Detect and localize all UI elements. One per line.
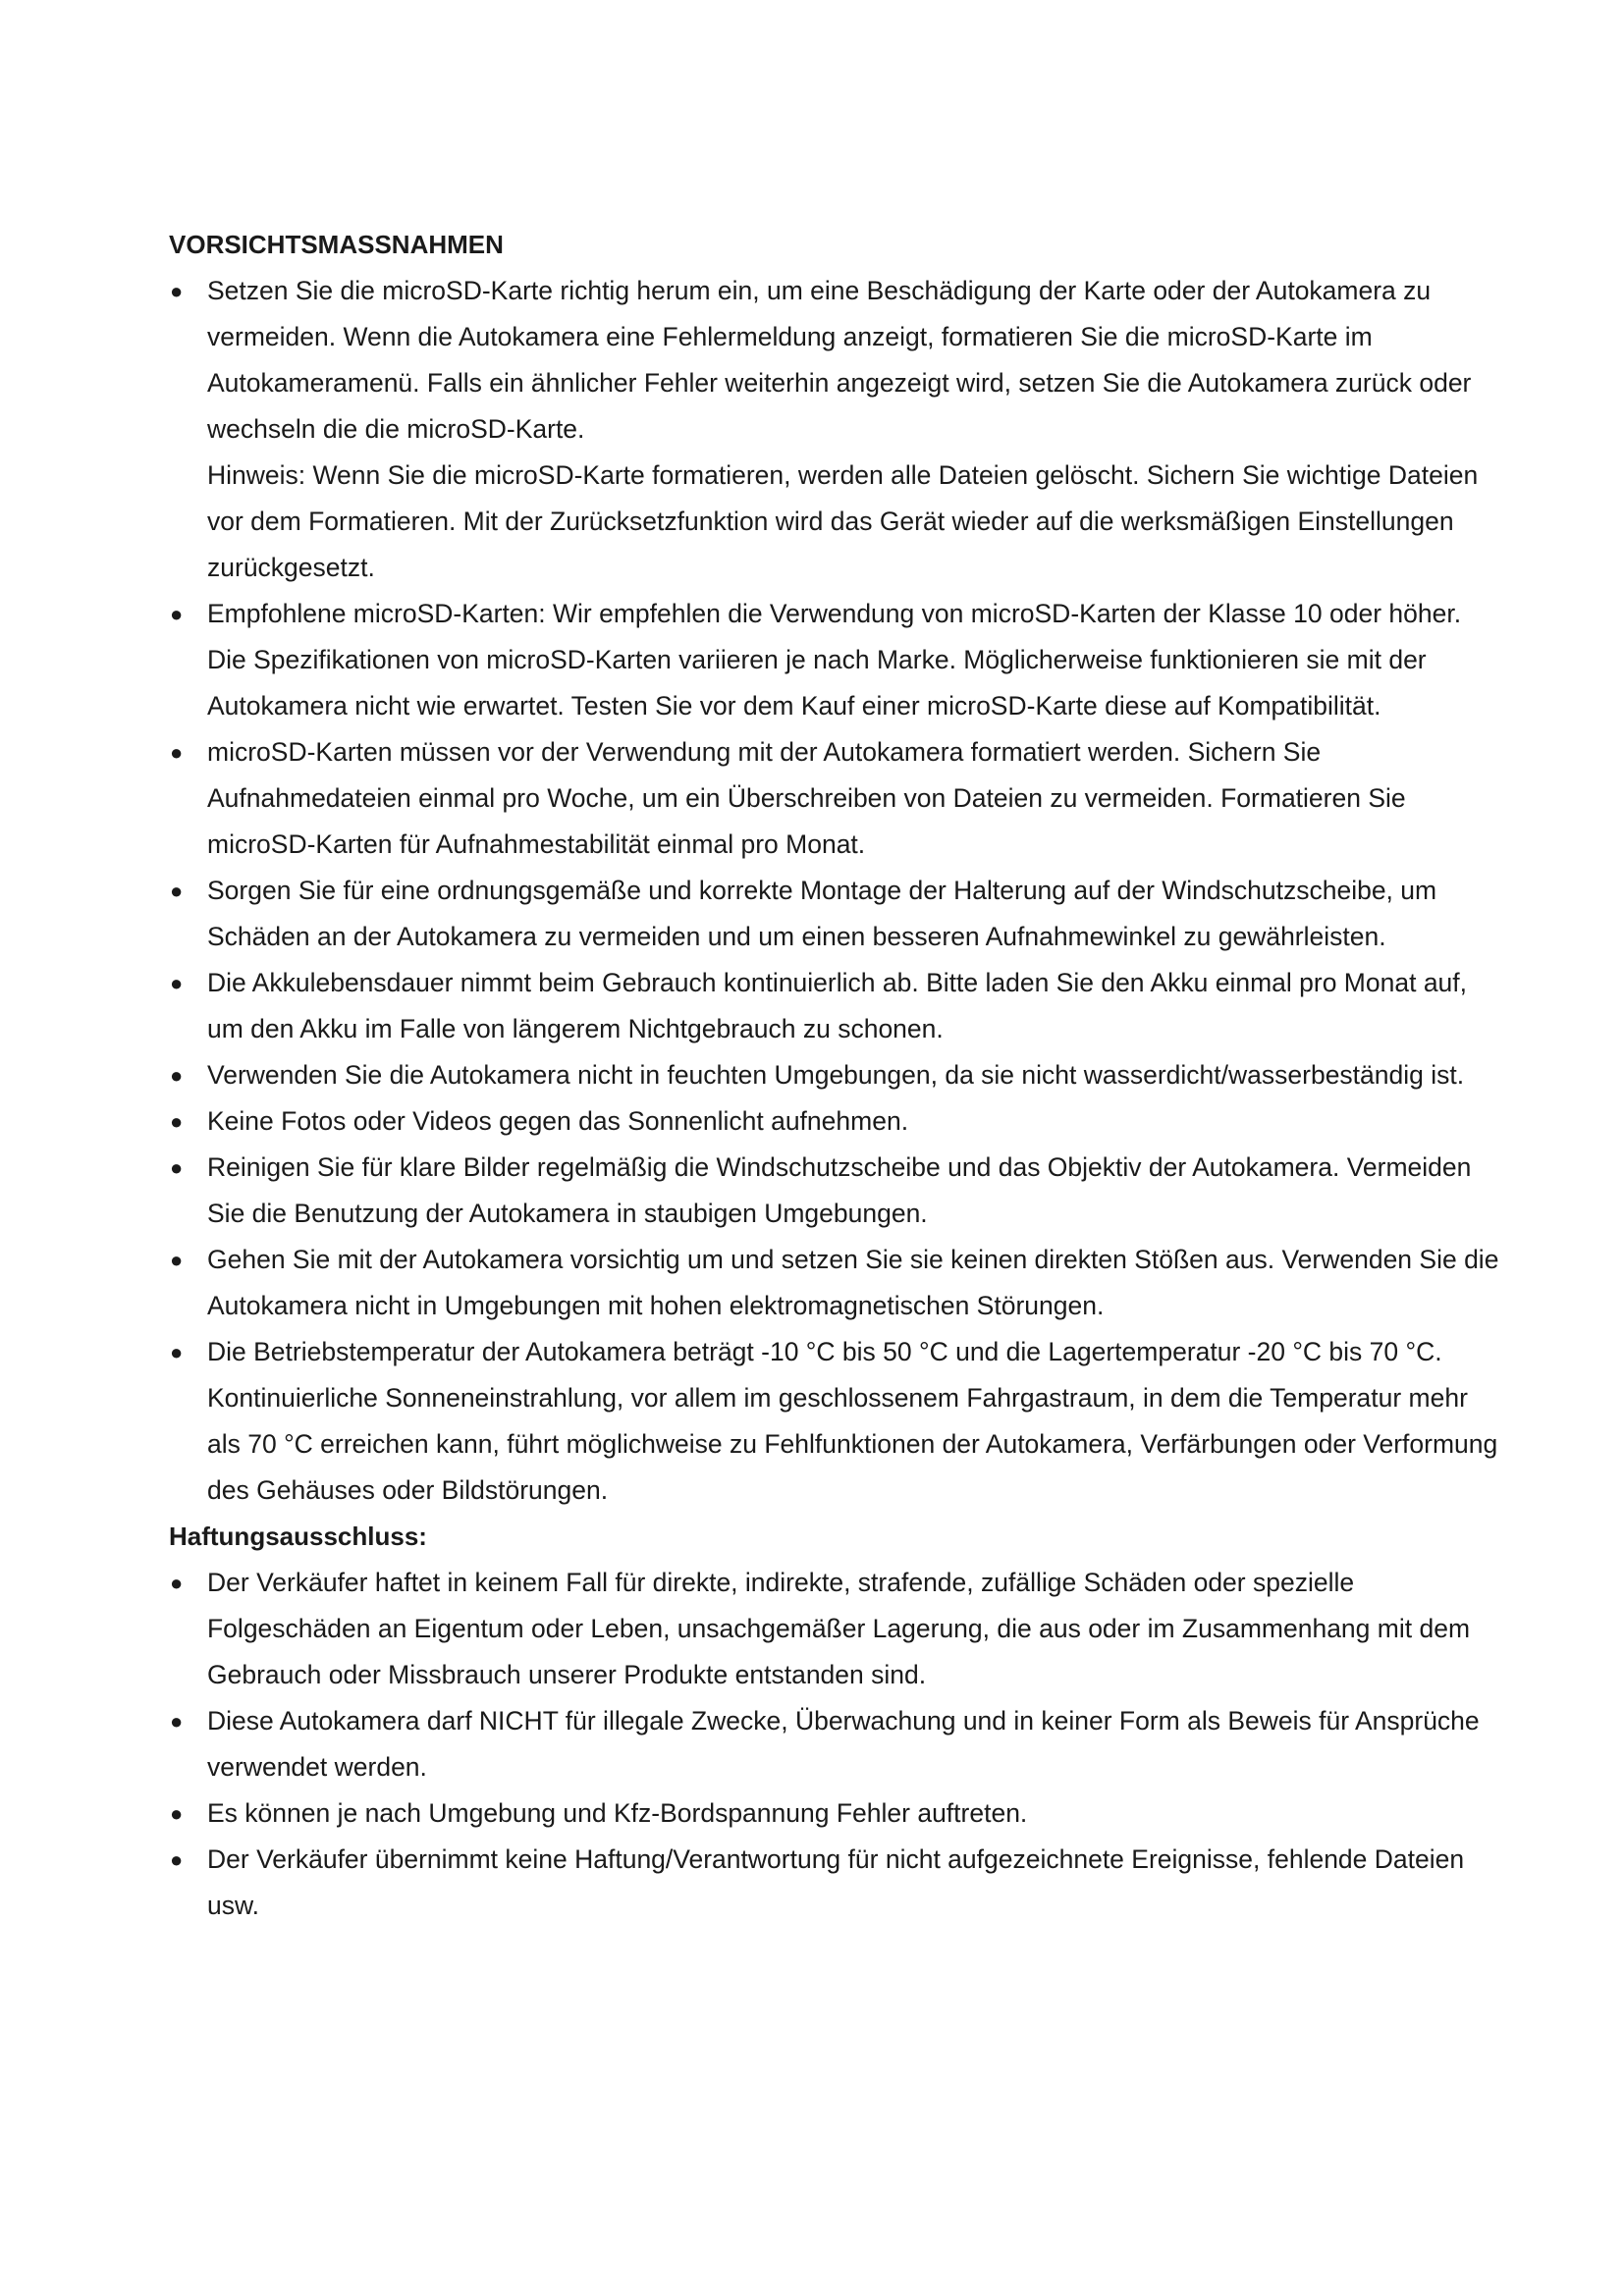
- bullet-icon: ●: [170, 1109, 184, 1134]
- list-item-text: Die Akkulebensdauer nimmt beim Gebrauch kontinuierlich ab. Bitte laden Sie den Akku einmal pro Monat auf, um den Akku im Falle von längerem Nichtgebrauch zu schonen.: [207, 968, 1468, 1043]
- list-item-text: Sorgen Sie für eine ordnungsgemäße und korrekte Montage der Halterung auf der Windschutzscheibe, um Schäden an der Autokamera zu vermeiden und um einen besseren Aufnahmewinkel zu gewährleisten.: [207, 876, 1437, 951]
- list-item: [169, 1098, 1504, 1145]
- list-item-note: Hinweis: Wenn Sie die microSD-Karte formatieren, werden alle Dateien gelöscht. Sichern Sie wichtige Dateien vor dem Formatieren. Mit der Zurücksetzfunktion wird das Gerät wieder auf die werksmäßigen Einstellungen zurückgesetzt.: [207, 460, 1479, 582]
- list-item: [169, 1560, 1504, 1698]
- list-item-text: Diese Autokamera darf NICHT für illegale Zwecke, Überwachung und in keiner Form als Beweis für Ansprüche verwendet werden.: [207, 1706, 1480, 1782]
- bullet-icon: ●: [170, 1709, 184, 1734]
- bullet-icon: ●: [170, 1063, 184, 1088]
- list-item: [169, 868, 1504, 960]
- bullet-icon: ●: [170, 1248, 184, 1272]
- list-item: [169, 729, 1504, 868]
- list-item: [169, 268, 1504, 591]
- bullet-icon: ●: [170, 1155, 184, 1180]
- precautions-heading: VORSICHTSMASSNAHMEN: [169, 230, 504, 259]
- list-item: [169, 1837, 1504, 1929]
- list-item: [169, 1052, 1504, 1098]
- list-item-text: Es können je nach Umgebung und Kfz-Bordspannung Fehler auftreten.: [207, 1798, 1028, 1828]
- bullet-icon: ●: [170, 971, 184, 995]
- list-item-text: Keine Fotos oder Videos gegen das Sonnenlicht aufnehmen.: [207, 1106, 909, 1136]
- list-item: [169, 960, 1504, 1052]
- list-item-text: Der Verkäufer übernimmt keine Haftung/Verantwortung für nicht aufgezeichnete Ereignisse, fehlende Dateien usw.: [207, 1844, 1465, 1920]
- list-item-text: Der Verkäufer haftet in keinem Fall für direkte, indirekte, strafende, zufällige Schäden oder spezielle Folgeschäden an Eigentum oder Leben, unsachgemäßer Lagerung, die aus oder im Zusammenhang mit dem Gebrauch oder Missbrauch unserer Produkte entstanden sind.: [207, 1568, 1471, 1689]
- bullet-icon: ●: [170, 279, 184, 303]
- disclaimer-list: [169, 1560, 1504, 1929]
- bullet-icon: ●: [170, 740, 184, 765]
- list-item-text: Die Betriebstemperatur der Autokamera beträgt -10 °C bis 50 °C und die Lagertemperatur -20 °C bis 70 °C. Kontinuierliche Sonneneinstrahlung, vor allem im geschlossenem Fahrgastraum, in dem die Temperatur mehr als 70 °C erreichen kann, führt möglichweise zu Fehlfunktionen der Autokamera, Verfärbungen oder Verformung des Gehäuses oder Bildstörungen.: [207, 1337, 1498, 1505]
- bullet-icon: ●: [170, 602, 184, 626]
- bullet-icon: ●: [170, 1340, 184, 1364]
- list-item-text: microSD-Karten müssen vor der Verwendung mit der Autokamera formatiert werden. Sichern Sie Aufnahmedateien einmal pro Woche, um ein Überschreiben von Dateien zu vermeiden. Formatieren Sie microSD-Karten für Aufnahmestabilität einmal pro Monat.: [207, 737, 1406, 859]
- bullet-icon: ●: [170, 1571, 184, 1595]
- list-item-text: Reinigen Sie für klare Bilder regelmäßig die Windschutzscheibe und das Objektiv der Autokamera. Vermeiden Sie die Benutzung der Autokamera in staubigen Umgebungen.: [207, 1152, 1472, 1228]
- list-item: [169, 1698, 1504, 1790]
- bullet-icon: ●: [170, 879, 184, 903]
- precautions-list: [169, 268, 1504, 1514]
- list-item-text: Gehen Sie mit der Autokamera vorsichtig um und setzen Sie sie keinen direkten Stößen aus. Verwenden Sie die Autokamera nicht in Umgebungen mit hohen elektromagnetischen Störungen.: [207, 1245, 1499, 1320]
- list-item-text: Setzen Sie die microSD-Karte richtig herum ein, um eine Beschädigung der Karte oder der Autokamera zu vermeiden. Wenn die Autokamera eine Fehlermeldung anzeigt, formatieren Sie die microSD-Karte im Autokameramenü. Falls ein ähnlicher Fehler weiterhin angezeigt wird, setzen Sie die Autokamera zurück oder wechseln die die microSD-Karte.: [207, 276, 1472, 444]
- list-item: [169, 1790, 1504, 1837]
- list-item: [169, 591, 1504, 729]
- bullet-icon: ●: [170, 1847, 184, 1872]
- list-item: [169, 1329, 1504, 1514]
- list-item: [169, 1237, 1504, 1329]
- disclaimer-heading: Haftungsausschluss:: [169, 1522, 427, 1551]
- list-item-text: Verwenden Sie die Autokamera nicht in feuchten Umgebungen, da sie nicht wasserdicht/wasserbeständig ist.: [207, 1060, 1465, 1090]
- document-page: [169, 222, 1504, 1929]
- list-item-text: Empfohlene microSD-Karten: Wir empfehlen die Verwendung von microSD-Karten der Klasse 10 oder höher. Die Spezifikationen von microSD-Karten variieren je nach Marke. Möglicherweise funktionieren sie mit der Autokamera nicht wie erwartet. Testen Sie vor dem Kauf einer microSD-Karte diese auf Kompatibilität.: [207, 599, 1462, 721]
- list-item: [169, 1145, 1504, 1237]
- bullet-icon: ●: [170, 1801, 184, 1826]
